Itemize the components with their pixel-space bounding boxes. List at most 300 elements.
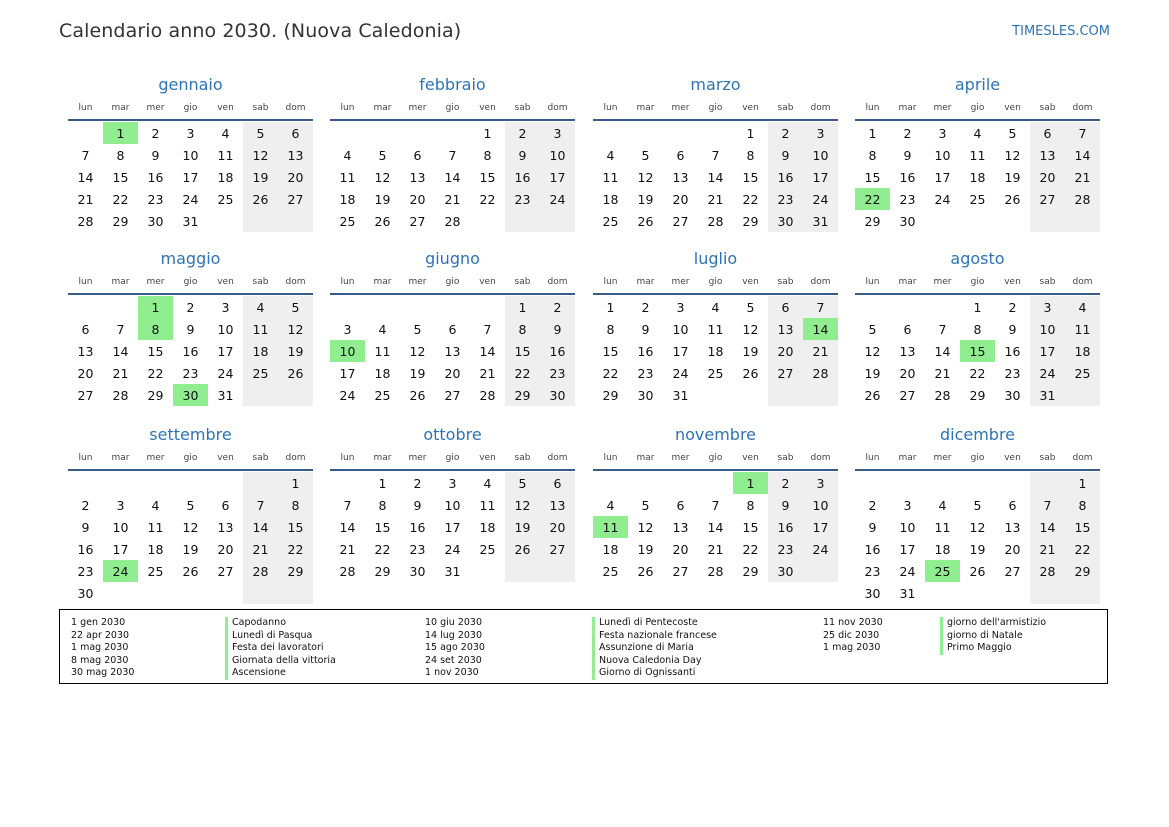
day-cell: 5 xyxy=(505,472,540,494)
day-cell: 12 xyxy=(243,144,278,166)
empty-cell xyxy=(1030,210,1065,232)
day-cell: 7 xyxy=(711,147,720,163)
day-cell: 9 xyxy=(151,147,160,163)
weekday-label: ven xyxy=(742,453,759,463)
site-link[interactable]: TIMESLES.COM xyxy=(1012,24,1110,39)
weekday-label: sab xyxy=(252,277,269,287)
day-cell: 4 xyxy=(606,497,615,513)
day-cell: 8 xyxy=(278,494,313,516)
day-cell: 3 xyxy=(1030,296,1065,318)
page-title: Calendario anno 2030. (Nuova Caledonia) xyxy=(59,20,462,42)
day-cell: 9 xyxy=(903,147,912,163)
day-cell: 12 xyxy=(969,519,986,535)
weekday-label: sab xyxy=(777,277,794,287)
month-name: maggio xyxy=(160,249,221,268)
weekday-label: mar xyxy=(898,277,917,287)
day-cell: 27 xyxy=(444,387,461,403)
weekday-label: sab xyxy=(514,103,531,113)
day-cell: 16 xyxy=(409,519,426,535)
day-cell: 14 xyxy=(339,519,356,535)
weekday-label: dom xyxy=(285,103,306,113)
day-cell: 17 xyxy=(182,169,199,185)
weekday-label: dom xyxy=(1072,103,1093,113)
day-cell: 12 xyxy=(637,519,654,535)
day-cell: 19 xyxy=(374,191,391,207)
weekday-header xyxy=(330,97,575,121)
weekday-label: mer xyxy=(933,103,952,113)
weekday-label: mer xyxy=(933,277,952,287)
legend-holiday-name: Lunedì di Pasqua xyxy=(225,630,336,643)
legend-date: 1 mag 2030 xyxy=(71,642,129,653)
day-cell: 22 xyxy=(147,365,164,381)
day-cell: 30 xyxy=(768,560,803,582)
legend-holiday-name: Festa nazionale francese xyxy=(592,630,717,643)
day-cell: 22 xyxy=(278,538,313,560)
weekday-label: gio xyxy=(970,103,985,113)
day-cell: 21 xyxy=(707,191,724,207)
day-cell: 30 xyxy=(637,387,654,403)
day-cell: 1 xyxy=(868,125,877,141)
legend-dates-column xyxy=(425,617,485,680)
day-cell: 2 xyxy=(768,122,803,144)
day-cell: 28 xyxy=(479,387,496,403)
day-cell: 25 xyxy=(217,191,234,207)
day-cell: 15 xyxy=(278,516,313,538)
day-cell: 11 xyxy=(479,497,496,513)
weekday-label: dom xyxy=(1072,277,1093,287)
day-cell: 19 xyxy=(1004,169,1021,185)
day-cell: 16 xyxy=(768,516,803,538)
weekday-label: lun xyxy=(865,103,880,113)
weekday-label: sab xyxy=(777,103,794,113)
day-cell: 15 xyxy=(864,169,881,185)
legend-date: 8 mag 2030 xyxy=(71,654,129,666)
day-cell: 30 xyxy=(77,585,94,601)
day-cell: 20 xyxy=(672,541,689,557)
day-cell: 28 xyxy=(707,213,724,229)
day-cell: 19 xyxy=(742,343,759,359)
weekday-label: ven xyxy=(217,453,234,463)
day-cell: 3 xyxy=(221,299,230,315)
day-cell: 13 xyxy=(1030,144,1065,166)
day-cell: 17 xyxy=(339,365,356,381)
empty-cell xyxy=(1030,582,1065,604)
weekday-label: ven xyxy=(1004,453,1021,463)
holiday-day-cell: 1 xyxy=(103,122,138,144)
day-cell: 8 xyxy=(973,321,982,337)
day-cell: 12 xyxy=(409,343,426,359)
month-name: ottobre xyxy=(423,425,482,444)
weekday-label: mer xyxy=(933,453,952,463)
day-cell: 21 xyxy=(803,340,838,362)
weekday-label: gio xyxy=(708,103,723,113)
month-novembre xyxy=(593,424,838,582)
day-cell: 14 xyxy=(1030,516,1065,538)
day-cell: 4 xyxy=(483,475,492,491)
day-cell: 28 xyxy=(444,213,461,229)
empty-cell xyxy=(628,122,663,144)
day-cell: 10 xyxy=(182,147,199,163)
weekday-label: mer xyxy=(671,277,690,287)
day-cell: 26 xyxy=(182,563,199,579)
empty-cell xyxy=(803,384,838,406)
empty-cell xyxy=(243,582,278,604)
weekday-header xyxy=(855,97,1100,121)
day-cell: 10 xyxy=(934,147,951,163)
day-cell: 6 xyxy=(676,147,685,163)
day-cell: 24 xyxy=(182,191,199,207)
weekday-label: sab xyxy=(514,277,531,287)
day-cell: 9 xyxy=(81,519,90,535)
month-dicembre xyxy=(855,424,1100,604)
weekday-label: dom xyxy=(547,277,568,287)
legend-date: 15 ago 2030 xyxy=(425,642,485,653)
day-cell: 16 xyxy=(182,343,199,359)
day-cell: 1 xyxy=(505,296,540,318)
empty-cell xyxy=(400,296,435,318)
empty-cell xyxy=(470,210,505,232)
empty-cell xyxy=(1065,582,1100,604)
weekday-label: ven xyxy=(217,103,234,113)
day-cell: 1 xyxy=(606,299,615,315)
day-cell: 31 xyxy=(899,585,916,601)
empty-cell xyxy=(628,472,663,494)
day-cell: 30 xyxy=(1004,387,1021,403)
empty-cell xyxy=(698,472,733,494)
weekday-label: mar xyxy=(636,277,655,287)
day-cell: 21 xyxy=(243,538,278,560)
month-name: settembre xyxy=(149,425,232,444)
day-cell: 18 xyxy=(339,191,356,207)
day-cell: 19 xyxy=(864,365,881,381)
day-cell: 18 xyxy=(969,169,986,185)
legend-names-column xyxy=(940,617,1046,655)
legend-holiday-name: Giornata della vittoria xyxy=(225,655,336,668)
holiday-day-cell: 24 xyxy=(103,560,138,582)
holiday-day-cell: 25 xyxy=(925,560,960,582)
month-name: giugno xyxy=(425,249,480,268)
day-cell: 19 xyxy=(278,340,313,362)
day-cell: 20 xyxy=(409,191,426,207)
weekday-label: ven xyxy=(479,103,496,113)
weekday-label: ven xyxy=(479,277,496,287)
day-cell: 30 xyxy=(768,210,803,232)
day-cell: 14 xyxy=(243,516,278,538)
day-cell: 18 xyxy=(243,340,278,362)
day-cell: 7 xyxy=(938,321,947,337)
weekday-label: lun xyxy=(78,277,93,287)
weekday-label: gio xyxy=(183,277,198,287)
day-cell: 17 xyxy=(540,166,575,188)
empty-cell xyxy=(208,210,243,232)
empty-cell xyxy=(103,472,138,494)
empty-cell xyxy=(278,384,313,406)
empty-cell xyxy=(103,296,138,318)
month-maggio xyxy=(68,248,313,406)
empty-cell xyxy=(138,582,173,604)
month-marzo xyxy=(593,74,838,232)
day-cell: 15 xyxy=(1065,516,1100,538)
day-cell: 11 xyxy=(243,318,278,340)
month-name: novembre xyxy=(674,425,757,444)
day-grid xyxy=(855,296,1100,406)
day-cell: 25 xyxy=(374,387,391,403)
month-name: luglio xyxy=(693,249,738,268)
day-cell: 18 xyxy=(602,191,619,207)
day-cell: 29 xyxy=(505,384,540,406)
weekday-header xyxy=(593,97,838,121)
day-cell: 1 xyxy=(1065,472,1100,494)
weekday-label: mer xyxy=(146,103,165,113)
empty-cell xyxy=(540,210,575,232)
day-cell: 3 xyxy=(186,125,195,141)
day-cell: 12 xyxy=(505,494,540,516)
day-cell: 7 xyxy=(343,497,352,513)
day-cell: 29 xyxy=(278,560,313,582)
day-cell: 5 xyxy=(378,147,387,163)
holiday-day-cell: 15 xyxy=(960,340,995,362)
day-cell: 14 xyxy=(77,169,94,185)
day-cell: 1 xyxy=(378,475,387,491)
day-cell: 5 xyxy=(973,497,982,513)
day-cell: 20 xyxy=(1030,166,1065,188)
day-cell: 3 xyxy=(116,497,125,513)
day-cell: 23 xyxy=(409,541,426,557)
weekday-header xyxy=(330,271,575,295)
month-name: aprile xyxy=(954,75,1001,94)
day-cell: 24 xyxy=(1030,362,1065,384)
day-cell: 28 xyxy=(77,213,94,229)
day-cell: 20 xyxy=(1004,541,1021,557)
weekday-label: mer xyxy=(671,103,690,113)
empty-cell xyxy=(593,472,628,494)
legend-date: 1 mag 2030 xyxy=(823,642,881,653)
day-cell: 27 xyxy=(77,387,94,403)
day-cell: 10 xyxy=(444,497,461,513)
day-cell: 23 xyxy=(637,365,654,381)
weekday-label: dom xyxy=(285,277,306,287)
day-grid xyxy=(593,122,838,232)
day-cell: 12 xyxy=(637,169,654,185)
day-cell: 16 xyxy=(864,541,881,557)
day-cell: 29 xyxy=(602,387,619,403)
day-cell: 16 xyxy=(768,166,803,188)
day-cell: 29 xyxy=(969,387,986,403)
day-cell: 23 xyxy=(147,191,164,207)
day-cell: 7 xyxy=(116,321,125,337)
empty-cell xyxy=(103,582,138,604)
day-cell: 27 xyxy=(899,387,916,403)
weekday-label: lun xyxy=(340,277,355,287)
day-cell: 16 xyxy=(147,169,164,185)
day-cell: 23 xyxy=(77,563,94,579)
day-cell: 11 xyxy=(339,169,356,185)
day-cell: 17 xyxy=(1030,340,1065,362)
day-cell: 2 xyxy=(81,497,90,513)
weekday-label: gio xyxy=(708,277,723,287)
day-cell: 6 xyxy=(81,321,90,337)
day-cell: 27 xyxy=(768,362,803,384)
day-cell: 30 xyxy=(147,213,164,229)
day-cell: 18 xyxy=(707,343,724,359)
day-cell: 24 xyxy=(217,365,234,381)
empty-cell xyxy=(855,296,890,318)
weekday-header xyxy=(855,271,1100,295)
day-cell: 2 xyxy=(186,299,195,315)
day-cell: 2 xyxy=(868,497,877,513)
legend-holiday-name: Lunedì di Pentecoste xyxy=(592,617,717,630)
day-cell: 22 xyxy=(1065,538,1100,560)
weekday-label: lun xyxy=(865,277,880,287)
weekday-label: mer xyxy=(146,453,165,463)
day-cell: 11 xyxy=(217,147,234,163)
day-grid xyxy=(68,296,313,406)
day-cell: 26 xyxy=(969,563,986,579)
day-cell: 26 xyxy=(505,538,540,560)
month-febbraio xyxy=(330,74,575,232)
day-cell: 3 xyxy=(540,122,575,144)
empty-cell xyxy=(278,210,313,232)
day-cell: 27 xyxy=(278,188,313,210)
day-cell: 20 xyxy=(768,340,803,362)
weekday-label: mar xyxy=(373,453,392,463)
day-cell: 9 xyxy=(1008,321,1017,337)
weekday-label: mar xyxy=(636,453,655,463)
weekday-header xyxy=(68,271,313,295)
weekday-label: lun xyxy=(340,453,355,463)
day-grid xyxy=(855,472,1100,604)
day-cell: 17 xyxy=(803,166,838,188)
day-cell: 27 xyxy=(1004,563,1021,579)
day-cell: 11 xyxy=(969,147,986,163)
day-cell: 8 xyxy=(746,147,755,163)
empty-cell xyxy=(278,582,313,604)
day-cell: 24 xyxy=(934,191,951,207)
empty-cell xyxy=(663,472,698,494)
day-cell: 10 xyxy=(803,144,838,166)
day-cell: 31 xyxy=(803,210,838,232)
day-cell: 9 xyxy=(768,144,803,166)
day-cell: 24 xyxy=(540,188,575,210)
empty-cell xyxy=(995,582,1030,604)
day-cell: 6 xyxy=(903,321,912,337)
weekday-label: mer xyxy=(408,453,427,463)
day-cell: 8 xyxy=(116,147,125,163)
day-cell: 7 xyxy=(243,494,278,516)
empty-cell xyxy=(1065,384,1100,406)
weekday-label: mar xyxy=(373,277,392,287)
day-cell: 28 xyxy=(112,387,129,403)
weekday-label: mar xyxy=(111,277,130,287)
day-cell: 14 xyxy=(934,343,951,359)
day-cell: 2 xyxy=(1008,299,1017,315)
weekday-label: gio xyxy=(445,453,460,463)
day-cell: 30 xyxy=(899,213,916,229)
day-cell: 17 xyxy=(899,541,916,557)
day-cell: 26 xyxy=(243,188,278,210)
day-cell: 8 xyxy=(868,147,877,163)
day-cell: 21 xyxy=(934,365,951,381)
empty-cell xyxy=(890,472,925,494)
day-cell: 26 xyxy=(1004,191,1021,207)
legend-holiday-name: Capodanno xyxy=(225,617,336,630)
day-cell: 13 xyxy=(77,343,94,359)
day-cell: 8 xyxy=(606,321,615,337)
day-cell: 27 xyxy=(540,538,575,560)
day-cell: 28 xyxy=(339,563,356,579)
empty-cell xyxy=(995,472,1030,494)
day-cell: 17 xyxy=(672,343,689,359)
day-cell: 23 xyxy=(182,365,199,381)
weekday-label: mer xyxy=(408,277,427,287)
day-cell: 5 xyxy=(746,299,755,315)
empty-cell xyxy=(733,384,768,406)
day-cell: 9 xyxy=(768,494,803,516)
day-grid xyxy=(330,472,575,582)
day-cell: 5 xyxy=(243,122,278,144)
day-cell: 12 xyxy=(1004,147,1021,163)
day-cell: 29 xyxy=(742,563,759,579)
day-cell: 27 xyxy=(409,213,426,229)
month-name: dicembre xyxy=(939,425,1016,444)
day-cell: 1 xyxy=(746,125,755,141)
holiday-legend xyxy=(59,609,1108,684)
day-cell: 9 xyxy=(413,497,422,513)
empty-cell xyxy=(435,296,470,318)
weekday-label: gio xyxy=(970,277,985,287)
day-cell: 29 xyxy=(864,213,881,229)
day-cell: 11 xyxy=(934,519,951,535)
empty-cell xyxy=(540,560,575,582)
day-cell: 4 xyxy=(378,321,387,337)
day-cell: 13 xyxy=(672,169,689,185)
day-cell: 25 xyxy=(602,563,619,579)
day-cell: 25 xyxy=(602,213,619,229)
legend-date: 22 apr 2030 xyxy=(71,629,130,641)
month-giugno xyxy=(330,248,575,406)
weekday-header xyxy=(593,271,838,295)
empty-cell xyxy=(68,296,103,318)
day-cell: 4 xyxy=(711,299,720,315)
day-cell: 25 xyxy=(339,213,356,229)
weekday-label: mar xyxy=(636,103,655,113)
weekday-label: sab xyxy=(777,453,794,463)
day-cell: 10 xyxy=(899,519,916,535)
day-grid xyxy=(593,296,838,406)
holiday-day-cell: 14 xyxy=(803,318,838,340)
day-cell: 22 xyxy=(602,365,619,381)
day-cell: 25 xyxy=(969,191,986,207)
legend-holiday-name: Assunzione di Maria xyxy=(592,642,717,655)
empty-cell xyxy=(68,472,103,494)
day-cell: 1 xyxy=(973,299,982,315)
month-agosto xyxy=(855,248,1100,406)
month-ottobre xyxy=(330,424,575,582)
month-name: gennaio xyxy=(158,75,223,94)
day-cell: 29 xyxy=(112,213,129,229)
day-cell: 19 xyxy=(637,541,654,557)
day-cell: 21 xyxy=(1065,166,1100,188)
day-cell: 4 xyxy=(151,497,160,513)
day-cell: 5 xyxy=(641,497,650,513)
day-cell: 21 xyxy=(77,191,94,207)
weekday-label: ven xyxy=(1004,277,1021,287)
day-cell: 5 xyxy=(868,321,877,337)
day-cell: 19 xyxy=(969,541,986,557)
day-cell: 16 xyxy=(540,340,575,362)
empty-cell xyxy=(960,210,995,232)
day-cell: 26 xyxy=(637,563,654,579)
